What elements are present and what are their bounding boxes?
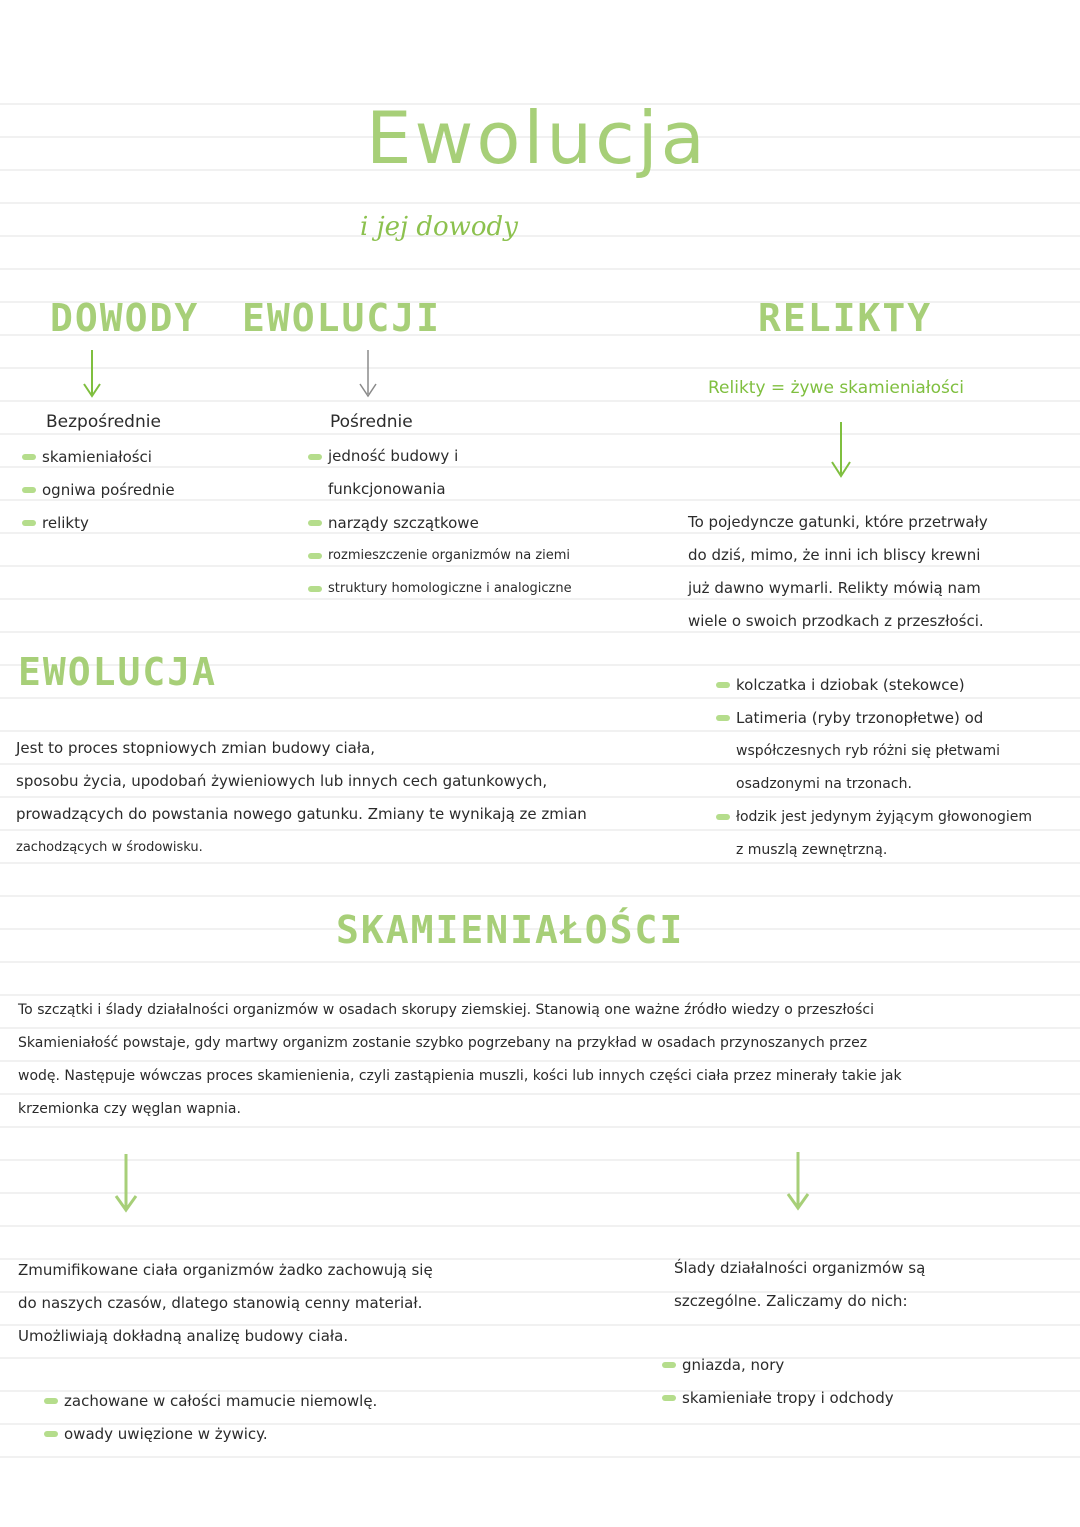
section-heading-relikty: RELIKTY [758,296,933,340]
bullet-icon [662,1362,676,1368]
list-item-continuation: osadzonymi na trzonach. [736,775,912,792]
bullet-icon [662,1395,676,1401]
list-item-continuation: z muszlą zewnętrzną. [736,841,888,858]
relikty-paragraph: To pojedyncze gatunki, które przetrwały do dziś, mimo, że inni ich bliscy krewni już dawno wymarli. Relikty mówią nam wiele o swoich przodkach z przeszłości. [688,513,988,630]
list-item-continuation: współczesnych ryb różni się płetwami [736,742,1001,759]
arrow-down-icon [356,348,380,400]
list-item: zachowane w całości mamucie niemowlę. [44,1384,377,1417]
mumie-examples [44,1384,377,1450]
slady-examples [662,1348,894,1414]
list-item: łodzik jest jedynym żyjącym głowonogiem [716,800,1080,833]
list-item: relikty [22,506,175,539]
list-item: rozmieszczenie organizmów na ziemi [308,539,608,572]
list-item: ogniwa pośrednie [22,473,175,506]
list-item: gniazda, nory [662,1348,894,1381]
mumie-paragraph: Zmumifikowane ciała organizmów żadko zachowują się do naszych czasów, dlatego stanowią cenny materiał. Umożliwiają dokładną analizę budowy ciała. [18,1261,433,1345]
section-heading-ewolucja: EWOLUCJA [18,650,218,694]
relikty-examples [716,668,1080,866]
bullet-icon [716,814,730,820]
relikty-definition: Relikty = żywe skamieniałości [708,378,964,398]
bullet-icon [22,454,36,460]
bullet-icon [308,520,322,526]
bullet-icon [716,682,730,688]
list-item: kolczatka i dziobak (stekowce) [716,668,1080,701]
arrow-down-icon [828,420,854,480]
list-posrednie [308,440,608,605]
skamienialosci-paragraph: To szczątki i ślady działalności organizmów w osadach skorupy ziemskiej. Stanowią one ważne źródło wiedzy o przeszłości Skamieniałość powstaje, gdy martwy organizm zostanie szybko pogrzebany na przykład w osadach przynoszanych przez wodę. Następuje wówczas proces skamienienia, czyli zastąpienia muszli, kości lub innych części ciała przez minerały takie jak krzemionka czy węglan wapnia. [18,1002,902,1117]
bullet-icon [44,1398,58,1404]
bullet-icon [308,586,322,592]
bullet-icon [44,1431,58,1437]
label-bezposrednie: Bezpośrednie [46,412,161,432]
list-item: struktury homologiczne i analogiczne [308,572,608,605]
list-item: Latimeria (ryby trzonopłetwe) od [716,701,1080,734]
list-item: narządy szczątkowe [308,506,608,539]
arrow-down-icon [80,348,104,400]
arrow-down-icon [112,1152,140,1214]
list-item: skamieniałości [22,440,175,473]
ewolucja-paragraph: Jest to proces stopniowych zmian budowy ciała, sposobu życia, upodobań żywieniowych lub innych cech gatunkowych, prowadzących do powstania nowego gatunku. Zmiany te wynikają ze zmian zachodzących w środowisku. [16,739,587,855]
slady-paragraph: Ślady działalności organizmów są szczególne. Zaliczamy do nich: [674,1259,926,1310]
bullet-icon [308,454,322,460]
bullet-icon [22,487,36,493]
list-item: skamieniałe tropy i odchody [662,1381,894,1414]
section-heading-ewolucji: EWOLUCJI [242,296,442,340]
section-heading-skamienialosci: SKAMIENIAŁOŚCI [336,908,685,952]
bullet-icon [716,715,730,721]
page-subtitle: i jej dowody [360,212,518,242]
arrow-down-icon [784,1150,812,1212]
page-title: Ewolucja [366,96,708,180]
section-heading-dowody: DOWODY [50,296,200,340]
bullet-icon [308,553,322,559]
list-bezposrednie [22,440,175,539]
bullet-icon [22,520,36,526]
list-item: jedność budowy i funkcjonowania [308,440,608,506]
label-posrednie: Pośrednie [330,412,413,432]
list-item: owady uwięzione w żywicy. [44,1417,377,1450]
